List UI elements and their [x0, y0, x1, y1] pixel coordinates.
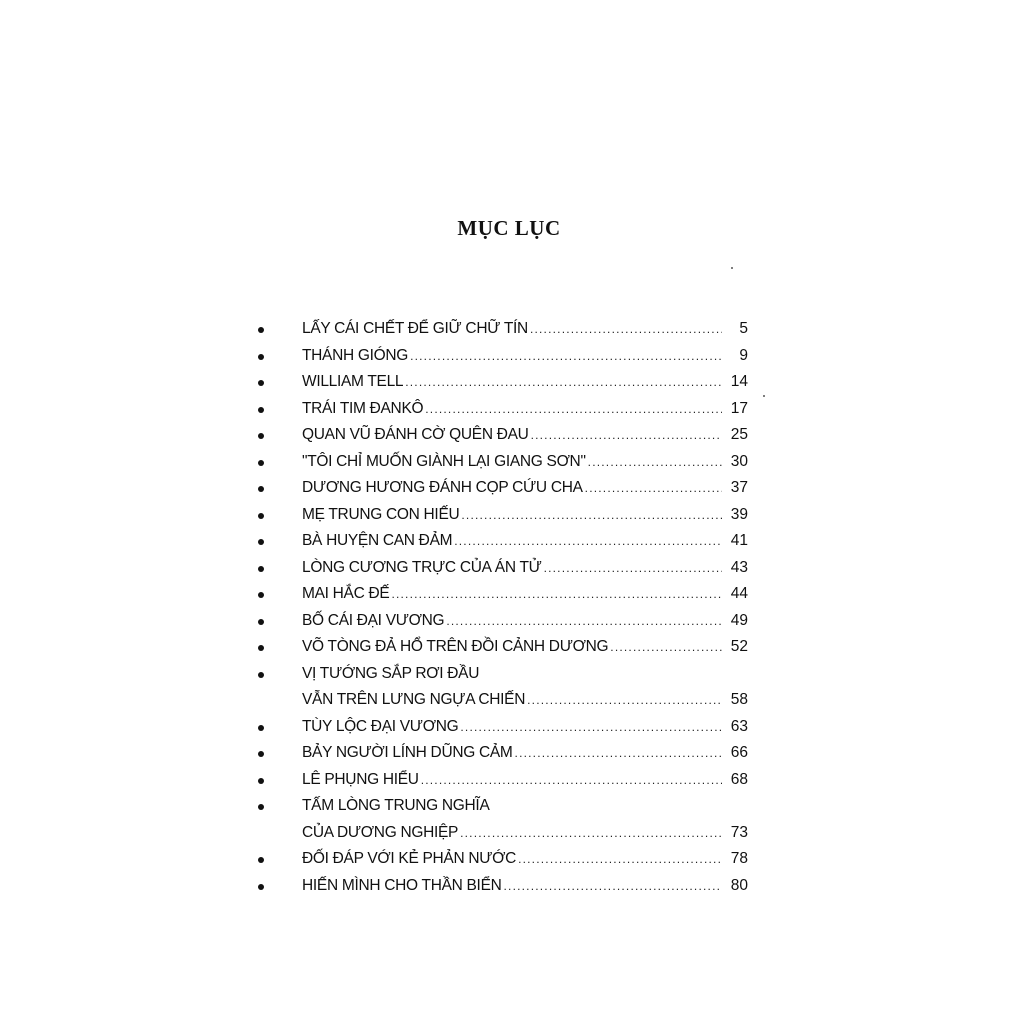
toc-entry-title: LÒNG CƯƠNG TRỰC CỦA ÁN TỬ — [302, 558, 542, 576]
bullet-icon — [258, 566, 264, 572]
bullet-icon — [258, 592, 264, 598]
bullet-icon — [258, 725, 264, 731]
toc-entry-line — [258, 846, 758, 873]
toc-entry-title: WILLIAM TELL — [302, 373, 404, 390]
table-of-contents — [258, 316, 758, 899]
bullet-icon — [258, 380, 264, 386]
toc-entry — [302, 555, 758, 582]
toc-entry — [302, 714, 758, 741]
bullet-icon — [258, 619, 264, 625]
dot-leader — [410, 343, 722, 370]
dot-leader — [391, 581, 722, 608]
dot-leader — [446, 608, 722, 635]
bullet-icon — [258, 407, 264, 413]
toc-page-number: 43 — [730, 558, 748, 576]
dot-leader — [504, 873, 723, 900]
toc-entry — [302, 528, 758, 555]
dot-leader — [461, 502, 722, 529]
toc-entry-line — [258, 555, 758, 582]
toc-entry-title: LẤY CÁI CHẾT ĐỂ GIỮ CHỮ TÍN — [302, 320, 528, 337]
toc-entry — [302, 502, 758, 529]
toc-entry-line — [258, 740, 758, 767]
bullet-icon — [258, 486, 264, 492]
toc-entry-title: HIẾN MÌNH CHO THẦN BIỂN — [302, 876, 502, 894]
toc-entry-line — [258, 767, 758, 794]
bullet-icon — [258, 857, 264, 863]
dot-leader — [588, 449, 722, 476]
toc-entry — [302, 873, 758, 900]
toc-entry — [302, 793, 758, 820]
dot-leader — [425, 396, 722, 423]
bullet-icon — [258, 672, 264, 678]
toc-entry-line — [258, 873, 758, 900]
toc-entry-title: "TÔI CHỈ MUỐN GIÀNH LẠI GIANG SƠN" — [302, 452, 586, 470]
toc-entry — [302, 687, 758, 714]
toc-page-number: 17 — [730, 399, 748, 417]
toc-entry — [302, 369, 758, 396]
dot-leader — [518, 846, 722, 873]
toc-entry — [302, 475, 758, 502]
toc-page-number: 9 — [739, 346, 748, 364]
toc-entry — [302, 581, 758, 608]
bullet-icon — [258, 354, 264, 360]
bullet-icon — [258, 460, 264, 466]
toc-page-number: 52 — [730, 638, 748, 655]
toc-entry — [302, 820, 758, 847]
toc-entry-line — [258, 634, 758, 661]
toc-page-number: 78 — [730, 850, 748, 867]
toc-page-number: 66 — [730, 744, 748, 761]
toc-entry-title: TÙY LỘC ĐẠI VƯƠNG — [302, 717, 459, 735]
dot-leader — [421, 767, 722, 794]
toc-page-number: 63 — [730, 717, 748, 735]
toc-entry — [302, 422, 758, 449]
toc-entry-title: ĐỐI ĐÁP VỚI KẺ PHẢN NƯỚC — [302, 850, 517, 867]
toc-entry — [302, 767, 758, 794]
toc-entry — [302, 661, 758, 688]
toc-page-number: 39 — [730, 505, 748, 523]
toc-entry-title: VẪN TRÊN LƯNG NGỰA CHIẾN — [302, 691, 526, 708]
toc-entry-line — [258, 820, 758, 847]
toc-entry — [302, 449, 758, 476]
bullet-icon — [258, 645, 264, 651]
toc-page-number: 41 — [730, 532, 748, 549]
toc-page-number: 73 — [730, 823, 748, 841]
toc-page-number: 30 — [730, 452, 748, 470]
toc-entry-line — [258, 449, 758, 476]
dot-leader — [530, 316, 722, 343]
toc-page-number: 49 — [730, 611, 748, 629]
toc-page-number: 58 — [730, 691, 748, 708]
toc-entry-title: CỦA DƯƠNG NGHIỆP — [302, 823, 459, 841]
bullet-icon — [258, 884, 264, 890]
dot-leader — [460, 820, 722, 847]
scan-speck — [731, 267, 733, 269]
toc-page-number: 68 — [730, 770, 748, 788]
bullet-icon — [258, 433, 264, 439]
toc-entry-line — [258, 608, 758, 635]
toc-entry-title: TẤM LÒNG TRUNG NGHĨA — [302, 797, 490, 814]
toc-entry-title: BẢY NGƯỜI LÍNH DŨNG CẢM — [302, 744, 513, 761]
toc-entry-line — [258, 581, 758, 608]
bullet-icon — [258, 539, 264, 545]
bullet-icon — [258, 751, 264, 757]
toc-page-number: 80 — [730, 876, 748, 894]
toc-entry-title: VỊ TƯỚNG SẮP RƠI ĐẦU — [302, 664, 480, 682]
toc-entry-line — [258, 475, 758, 502]
toc-entry — [302, 396, 758, 423]
toc-entry-title: MAI HẮC ĐẾ — [302, 585, 390, 602]
toc-entry-title: THÁNH GIÓNG — [302, 346, 409, 364]
toc-entry-title: LÊ PHỤNG HIỂU — [302, 770, 419, 788]
toc-page-number: 14 — [730, 373, 748, 390]
toc-entry — [302, 316, 758, 343]
dot-leader — [585, 475, 722, 502]
page-title: MỤC LỤC — [457, 216, 561, 240]
dot-leader — [527, 687, 722, 714]
dot-leader — [405, 369, 722, 396]
toc-entry-title: BÀ HUYỆN CAN ĐẢM — [302, 532, 453, 549]
toc-entry-line — [258, 714, 758, 741]
toc-entry-line — [258, 396, 758, 423]
dot-leader — [460, 714, 722, 741]
toc-entry-line — [258, 422, 758, 449]
toc-entry-title: VÕ TÒNG ĐẢ HỔ TRÊN ĐỒI CẢNH DƯƠNG — [302, 638, 609, 655]
dot-leader — [544, 555, 722, 582]
toc-page-number: 37 — [730, 479, 748, 496]
toc-page-number: 5 — [739, 320, 748, 337]
toc-entry — [302, 634, 758, 661]
toc-entry-line — [258, 502, 758, 529]
dot-leader — [610, 634, 722, 661]
dot-leader — [515, 740, 722, 767]
toc-entry — [302, 846, 758, 873]
toc-entry-line — [258, 316, 758, 343]
toc-entry-title: MẸ TRUNG CON HIẾU — [302, 505, 460, 523]
toc-entry — [302, 608, 758, 635]
toc-entry — [302, 740, 758, 767]
bullet-icon — [258, 778, 264, 784]
bullet-icon — [258, 513, 264, 519]
toc-entry-line — [258, 661, 758, 688]
toc-entry-title: QUAN VŨ ĐÁNH CỜ QUÊN ĐAU — [302, 426, 529, 443]
scan-speck — [763, 395, 765, 397]
toc-entry-line — [258, 528, 758, 555]
toc-page-number: 44 — [730, 585, 748, 602]
bullet-icon — [258, 804, 264, 810]
toc-page-number: 25 — [730, 426, 748, 443]
toc-entry — [302, 343, 758, 370]
toc-entry-line — [258, 369, 758, 396]
dot-leader — [454, 528, 722, 555]
toc-entry-title: TRÁI TIM ĐANKÔ — [302, 399, 424, 417]
toc-entry-title: DƯƠNG HƯƠNG ĐÁNH CỌP CỨU CHA — [302, 479, 583, 496]
toc-entry-line — [258, 343, 758, 370]
toc-entry-title: BỐ CÁI ĐẠI VƯƠNG — [302, 611, 445, 629]
toc-entry-line — [258, 793, 758, 820]
bullet-icon — [258, 327, 264, 333]
dot-leader — [531, 422, 722, 449]
toc-entry-line — [258, 687, 758, 714]
